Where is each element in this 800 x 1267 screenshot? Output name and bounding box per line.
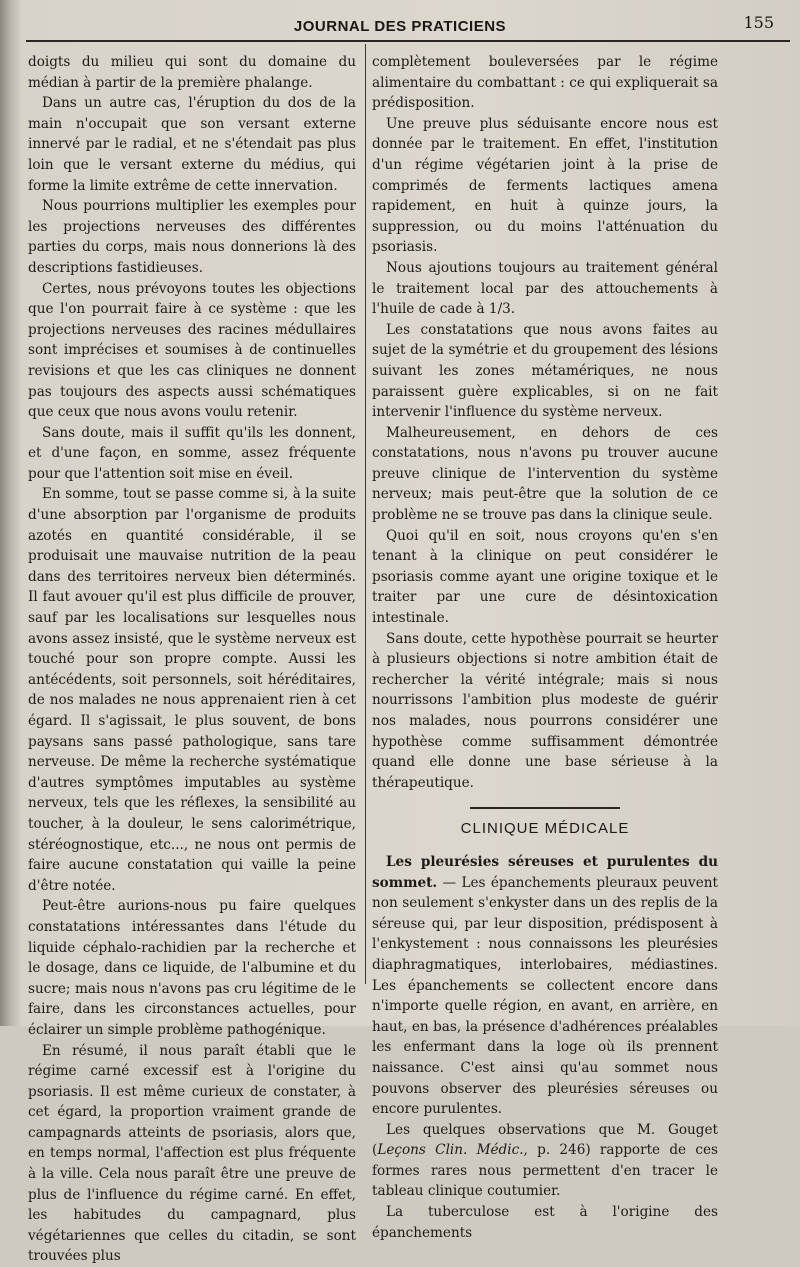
paragraph: Peut-être aurions-nous pu faire quelques constatations intéressantes dans l'étude du liquide céphalo-rachidien par la recherche et le dosage, dans ce liquide, de l'albumine et du sucre; mais nous n'avons pas cru légitime de le faire, dans les circonstances actuelles, pour éclairer un simple problème pathogénique. (28, 896, 356, 1040)
paragraph: Les constatations que nous avons faites au sujet de la symétrie et du groupement des lésions suivant les zones métamériques, ne nous paraissent guère explicables, si on ne fait intervenir l'influence du système nerveux. (372, 320, 718, 423)
article-paragraph (372, 1120, 718, 1202)
article-text: Les quelques observations que M. Gouget ( (372, 1122, 718, 1159)
article-text: , p. 246) rapporte de ces formes rares nous permettent d'en tracer le tableau clinique coutumier. (372, 1142, 718, 1199)
left-column (28, 52, 356, 1267)
column-divider (365, 44, 366, 984)
paragraph: Sans doute, cette hypothèse pourrait se heurter à plusieurs objections si notre ambition était de rechercher la vérité intégrale; mais si nous nourrissons l'ambition plus modeste de guérir nos malades, nous pourrons considérer une hypothèse comme suffisamment démontrée quand elle donne une base sérieuse à la thérapeutique. (372, 629, 718, 794)
page-header (0, 0, 800, 44)
article-text: Les épanchements pleuraux peuvent non seulement s'enkyster dans un des replis de la séreuse qui, par leur disposition, prédisposent à l'enkystement : nous connaissons les pleurésies diaphragmatiques, interlobaires, médiastines. Les épanchements se collectent encore dans n'importe quelle région, en avant, en arrière, en haut, en bas, la présence d'adhérences préalables les enfermant dans la loge où ils prennent naissance. C'est ainsi qu'au sommet nous pouvons observer des pleurésies séreuses ou encore purulentes. (372, 875, 718, 1118)
section-rule (470, 807, 620, 809)
paragraph: Une preuve plus séduisante encore nous est donnée par le traitement. En effet, l'institution d'un régime végétarien joint à la prise de comprimés de ferments lactiques amena rapidement, en huit à quinze jours, la suppression, ou du moins l'atténuation du psoriasis. (372, 114, 718, 258)
paragraph: Malheureusement, en dehors de ces constatations, nous n'avons pu trouver aucune preuve clinique de l'intervention du système nerveux; mais peut-être que la solution de ce problème ne se trouve pas dans la clinique seule. (372, 423, 718, 526)
paragraph: Quoi qu'il en soit, nous croyons qu'en s'en tenant à la clinique on peut considérer le psoriasis comme ayant une origine toxique et le traiter par une cure de désintoxication intestinale. (372, 526, 718, 629)
paragraph: Nous ajoutions toujours au traitement général le traitement local par des attouchements à l'huile de cade à 1/3. (372, 258, 718, 320)
section-title: CLINIQUE MÉDICALE (372, 819, 718, 840)
journal-title: JOURNAL DES PRATICIENS (0, 18, 800, 35)
paragraph: Certes, nous prévoyons toutes les objections que l'on pourrait faire à ce système : que les projections nerveuses des racines médullaires sont imprécises et soumises à de continuelles revisions et que les cas cliniques ne donnent pas toujours des aspects aussi schématiques que ceux que nous avons voulu retenir. (28, 279, 356, 423)
right-column (372, 52, 718, 1243)
paragraph: complètement bouleversées par le régime alimentaire du combattant : ce qui expliquerait sa prédisposition. (372, 52, 718, 114)
paragraph: doigts du milieu qui sont du domaine du médian à partir de la première phalange. (28, 52, 356, 93)
article-heading: Les pleurésies séreuses et purulentes du sommet. (372, 854, 718, 891)
paragraph: Nous pourrions multiplier les exemples pour les projections nerveuses des différentes parties du corps, mais nous donnerions là des descriptions fastidieuses. (28, 196, 356, 278)
paragraph: En résumé, il nous paraît établi que le régime carné excessif est à l'origine du psoriasis. Il est même curieux de constater, à cet égard, la proportion vraiment grande de campagnards atteints de psoriasis, alors que, en temps normal, l'affection est plus fréquente à la ville. Cela nous paraît être une preuve de plus de l'influence du régime carné. En effet, les habitudes du campagnard, plus végétariennes que celles du citadin, se sont trouvées plus (28, 1041, 356, 1267)
article-paragraph (372, 852, 718, 1120)
article-dash: — (437, 875, 461, 891)
header-rule (26, 40, 790, 42)
paragraph: Sans doute, mais il suffit qu'ils les donnent, et d'une façon, en somme, assez fréquente pour que l'attention soit mise en éveil. (28, 423, 356, 485)
article-paragraph: La tuberculose est à l'origine des épanchements (372, 1202, 718, 1243)
paragraph: En somme, tout se passe comme si, à la suite d'une absorption par l'organisme de produits azotés en quantité considérable, il se produisait une mauvaise nutrition de la peau dans des territoires nerveux bien déterminés. Il faut avouer qu'il est plus difficile de prouver, sauf par les localisations sur lesquelles nous avons assez insisté, que le système nerveux est touché pour son propre compte. Aussi les antécédents, soit personnels, soit héréditaires, de nos malades ne nous apprenaient rien à cet égard. Il s'agissait, le plus souvent, de bons paysans sans passé pathologique, sans tare nerveuse. De même la recherche systématique d'autres symptômes imputables au système nerveux, tels que les réflexes, la sensibilité au toucher, à la douleur, le sens calorimétrique, stéréognostique, etc..., ne nous ont permis de faire aucune constatation qui vaille la peine d'être notée. (28, 484, 356, 896)
paragraph: Dans un autre cas, l'éruption du dos de la main n'occupait que son versant externe innervé par le radial, et ne s'étendait pas plus loin que le versant externe du médius, qui forme la limite extrême de cette innervation. (28, 93, 356, 196)
page-number: 155 (743, 13, 774, 32)
citation: Leçons Clin. Médic. (377, 1142, 523, 1158)
